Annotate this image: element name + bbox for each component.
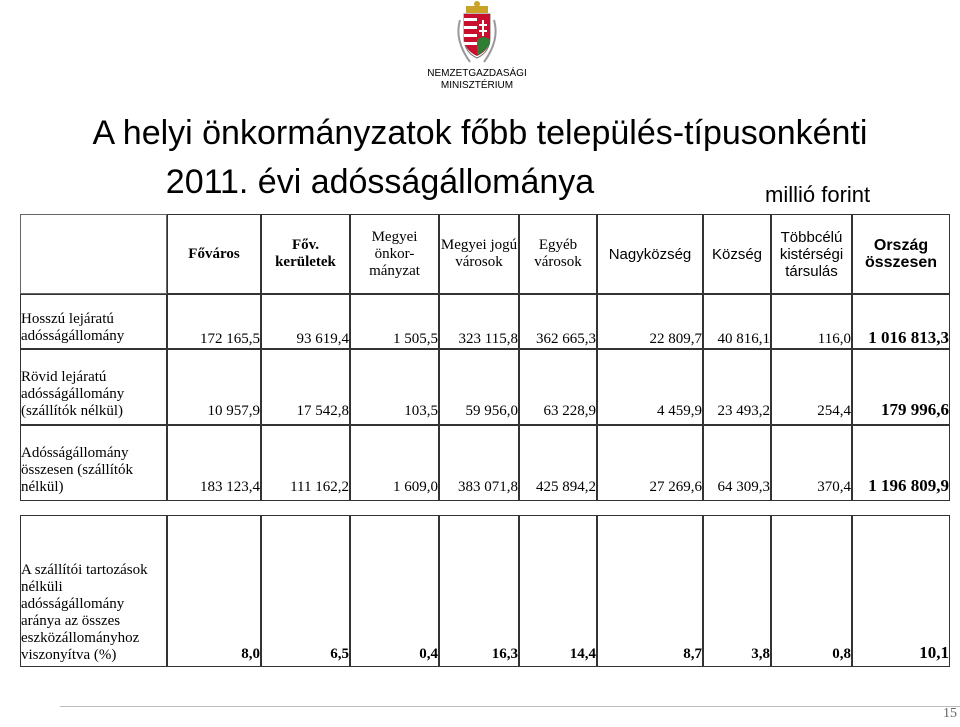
ratio-cell: 6,5 — [261, 515, 350, 667]
ratio-cell: 8,0 — [167, 515, 261, 667]
ratio-label: A szállítói tartozások nélküli adósságállomány aránya az összes eszközállományhoz viszonyítva (%) — [20, 515, 167, 667]
cell: 4 459,9 — [597, 349, 703, 425]
cell: 23 493,2 — [703, 349, 771, 425]
ratio-cell: 8,7 — [597, 515, 703, 667]
cell: 22 809,7 — [597, 294, 703, 349]
cell: 172 165,5 — [167, 294, 261, 349]
table-row — [20, 425, 950, 501]
debt-table — [20, 214, 950, 501]
col-header: Megyei önkor-mányzat — [350, 214, 439, 294]
coat-of-arms-icon — [420, 0, 535, 92]
col-header: Főv. kerületek — [261, 214, 350, 294]
cell: 1 609,0 — [350, 425, 439, 501]
cell: 59 956,0 — [439, 349, 519, 425]
footer-divider — [60, 706, 960, 707]
cell-total: 1 016 813,3 — [852, 294, 950, 349]
cell: 93 619,4 — [261, 294, 350, 349]
cell: 27 269,6 — [597, 425, 703, 501]
cell-total: 179 996,6 — [852, 349, 950, 425]
page-title-line1: A helyi önkormányzatok főbb település-típusonkénti — [92, 114, 868, 152]
ratio-cell: 16,3 — [439, 515, 519, 667]
table-row — [20, 349, 950, 425]
logo-text-line2: MINISZTÉRIUM — [440, 80, 514, 91]
col-header: Többcélú kistérségi társulás — [771, 214, 852, 294]
ratio-cell: 14,4 — [519, 515, 597, 667]
col-header: Ország összesen — [852, 214, 950, 294]
cell: 103,5 — [350, 349, 439, 425]
cell: 383 071,8 — [439, 425, 519, 501]
cell-total: 1 196 809,9 — [852, 425, 950, 501]
ratio-cell: 0,4 — [350, 515, 439, 667]
col-header: Főváros — [167, 214, 261, 294]
table-row — [20, 294, 950, 349]
cell: 425 894,2 — [519, 425, 597, 501]
cell: 1 505,5 — [350, 294, 439, 349]
page-title-line2: 2011. évi adósságállománya — [165, 163, 595, 201]
row-label: Rövid lejáratú adósságállomány (szállítók nélkül) — [20, 349, 167, 425]
cell: 17 542,8 — [261, 349, 350, 425]
cell: 111 162,2 — [261, 425, 350, 501]
cell: 40 816,1 — [703, 294, 771, 349]
ratio-table — [20, 515, 950, 667]
col-header: Egyéb városok — [519, 214, 597, 294]
ministry-logo — [420, 0, 535, 92]
header-corner — [20, 214, 167, 294]
row-label: Hosszú lejáratú adósságállomány — [20, 294, 167, 349]
cell: 116,0 — [771, 294, 852, 349]
cell: 370,4 — [771, 425, 852, 501]
cell: 323 115,8 — [439, 294, 519, 349]
row-label: Adósságállomány összesen (szállítók nélkül) — [20, 425, 167, 501]
cell: 63 228,9 — [519, 349, 597, 425]
col-header: Község — [703, 214, 771, 294]
page-number: 15 — [943, 706, 957, 721]
ratio-cell: 3,8 — [703, 515, 771, 667]
cell: 183 123,4 — [167, 425, 261, 501]
cell: 10 957,9 — [167, 349, 261, 425]
cell: 362 665,3 — [519, 294, 597, 349]
ratio-cell: 0,8 — [771, 515, 852, 667]
unit-label: millió forint — [765, 182, 871, 207]
table-header-row — [20, 214, 950, 294]
logo-text-line1: NEMZETGAZDASÁGI — [427, 68, 527, 79]
cell: 254,4 — [771, 349, 852, 425]
ratio-row — [20, 515, 950, 667]
col-header: Nagyközség — [597, 214, 703, 294]
ratio-cell-total: 10,1 — [852, 515, 950, 667]
col-header: Megyei jogú városok — [439, 214, 519, 294]
cell: 64 309,3 — [703, 425, 771, 501]
